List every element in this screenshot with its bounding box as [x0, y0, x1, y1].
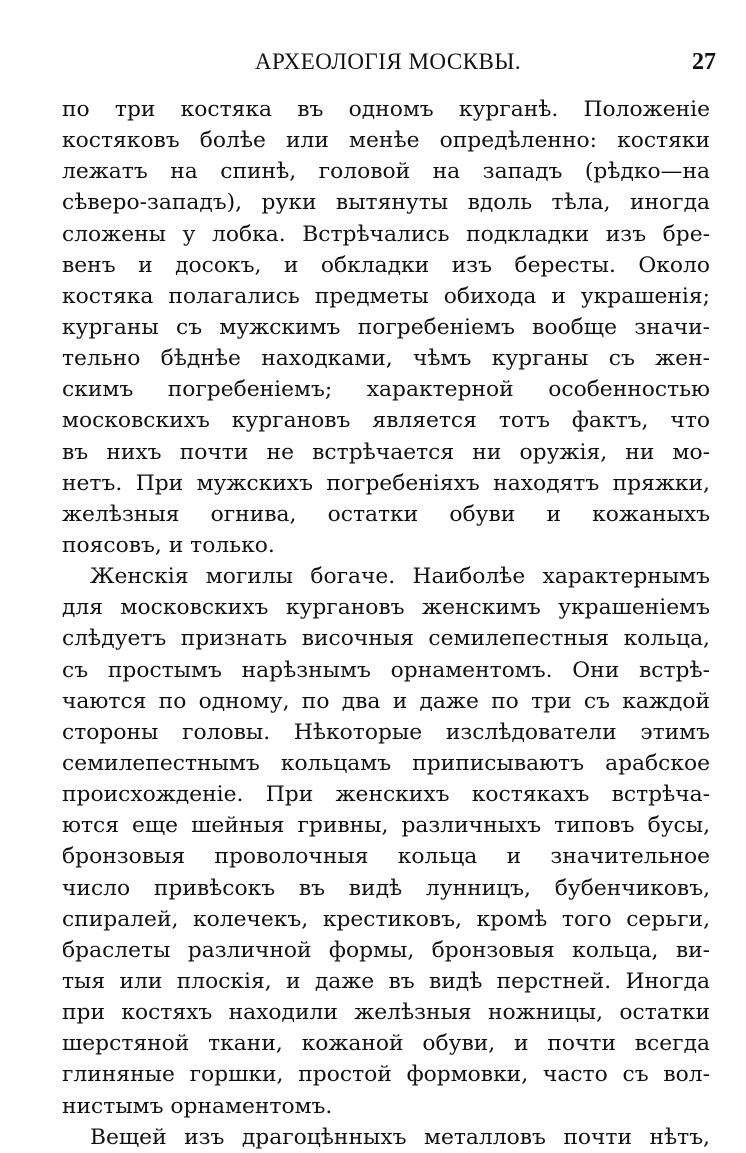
text-line: по три костяка въ одномъ курганѣ. Положеніе	[62, 97, 710, 122]
text-line: костяка полагались предметы обихода и украшенія;	[62, 283, 710, 309]
text-line: венъ и досокъ, и обкладки изъ бересты. Около	[62, 252, 710, 278]
text-line: сложены у лобка. Встрѣчались подкладки изъ бре-	[62, 221, 710, 247]
paragraph	[62, 94, 710, 561]
text-line: глиняные горшки, простой формовки, часто съ вол-	[62, 1062, 710, 1088]
text-line: Вещей изъ драгоцѣнныхъ металловъ почти нѣтъ,	[90, 1124, 710, 1150]
text-line: происхожденіе. При женскихъ костякахъ встрѣча-	[62, 782, 710, 808]
text-line: Женскія могилы богаче. Наиболѣе характернымъ	[90, 564, 710, 590]
running-head	[60, 46, 716, 78]
text-line: съ простымъ нарѣзнымъ орнаментомъ. Они встрѣ-	[62, 657, 710, 683]
text-line: желѣзныя огнива, остатки обуви и кожаныхъ	[62, 501, 710, 527]
text-line: нетъ. При мужскихъ погребеніяхъ находятъ пряжки,	[62, 470, 710, 496]
text-line: костяковъ болѣе или менѣе опредѣленно: костяки	[62, 128, 710, 154]
text-line: число привѣсокъ въ видѣ лунницъ, бубенчиковъ,	[62, 875, 710, 901]
text-line: курганы съ мужскимъ погребеніемъ вообще значи-	[62, 314, 710, 340]
text-line: слѣдуетъ признать височныя семилепестныя кольца,	[62, 626, 710, 652]
text-line: скимъ погребеніемъ; характерной особенностью	[62, 377, 710, 403]
text-line: бронзовыя проволочныя кольца и значительное	[62, 844, 710, 870]
text-line: лежатъ на спинѣ, головой на западъ (рѣдко—на	[62, 159, 710, 185]
text-line: стороны головы. Нѣкоторые изслѣдователи этимъ	[62, 719, 710, 745]
text-line: въ нихъ почти не встрѣчается ни оружія, ни мо-	[62, 439, 710, 465]
text-line: браслеты различной формы, бронзовыя кольца, ви-	[62, 937, 710, 963]
text-line: московскихъ кургановъ является тотъ фактъ, что	[62, 408, 710, 434]
text-line: сѣверо-западъ), руки вытянуты вдоль тѣла, иногда	[62, 190, 710, 216]
text-line: спиралей, колечекъ, крестиковъ, кромѣ того серьги,	[62, 906, 710, 932]
text-line: семилепестнымъ кольцамъ приписываютъ арабское	[62, 750, 710, 776]
text-line: тыя или плоскія, и даже въ видѣ перстней. Иногда	[62, 968, 710, 994]
paragraph	[62, 561, 710, 1122]
text-line: шерстяной ткани, кожаной обуви, и почти всегда	[62, 1031, 710, 1057]
text-line: при костяхъ находили желѣзныя ножницы, остатки	[62, 1000, 710, 1026]
page-number: 27	[692, 49, 716, 75]
body-text	[62, 94, 710, 1153]
running-title: АРХЕОЛОГІЯ МОСКВЫ.	[254, 49, 522, 74]
text-line: поясовъ, и только.	[62, 532, 275, 558]
text-line: тельно бѣднѣе находками, чѣмъ курганы съ жен-	[62, 346, 710, 372]
text-line: нистымъ орнаментомъ.	[62, 1093, 333, 1119]
text-line: ются еще шейныя гривны, различныхъ типовъ бусы,	[62, 813, 710, 839]
paragraph	[62, 1122, 710, 1153]
text-line: для московскихъ кургановъ женскимъ украшеніемъ	[62, 595, 710, 621]
text-line: чаются по одному, по два и даже по три съ каждой	[62, 688, 710, 714]
